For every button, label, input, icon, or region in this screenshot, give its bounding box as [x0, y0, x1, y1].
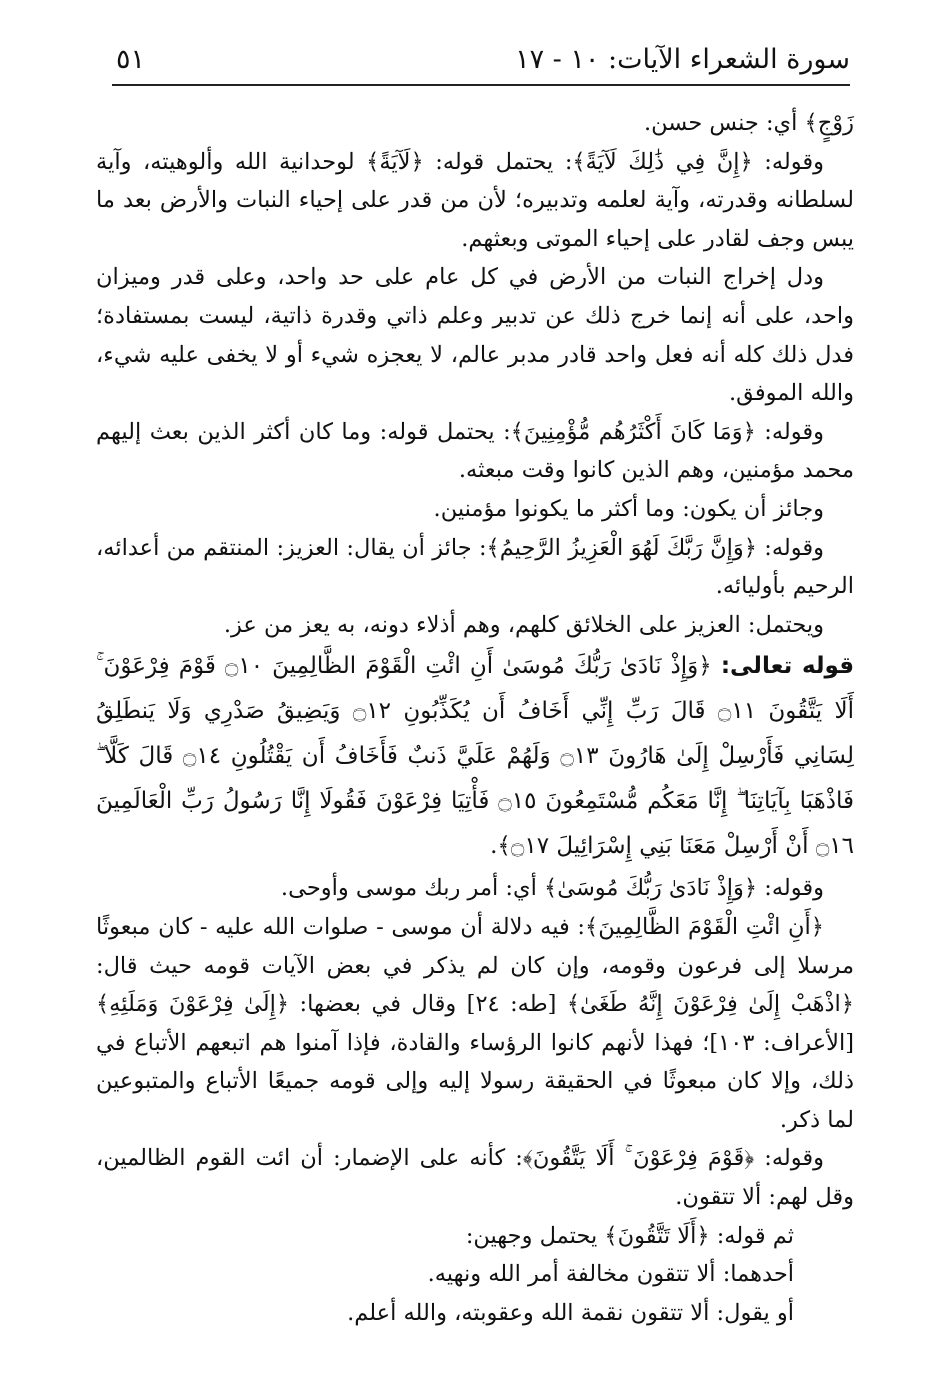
- paragraph: ودل إخراج النبات من الأرض في كل عام على حد واحد، وعلى قدر وميزان واحد، على أنه إنما خرج ذلك عن تدبير وعلم ذاتي وقدرة ذاتية، ليست بمستفادة؛ فدل ذلك كله أنه فعل واحد قادر مدبر عالم، لا يعجزه شيء أو لا يخفى عليه شيء، والله الموفق.: [96, 264, 854, 407]
- surah-title: سورة الشعراء الآيات: ١٠ - ١٧: [515, 44, 850, 75]
- paragraph: وقوله: ﴿وَمَا كَانَ أَكْثَرُهُم مُّؤْمِنِينَ﴾: يحتمل قوله: وما كان أكثر الذين بعث إليهم محمد مؤمنين، وهم الذين كانوا وقت مبعثه.: [96, 418, 854, 484]
- paragraph: وقوله: ﴿وَإِذْ نَادَىٰ رَبُّكَ مُوسَىٰ﴾ أي: أمر ربك موسى وأوحى.: [280, 875, 824, 902]
- paragraph: وقوله: ﴿قَوْمَ فِرْعَوْنَ ۚ أَلَا يَتَّقُونَ﴾: كأنه على الإضمار: أن ائت القوم الظالمين، وقل لهم: ألا تتقون.: [96, 1145, 854, 1211]
- page-header: [112, 40, 850, 86]
- quran-passage: [96, 644, 854, 869]
- paragraph: وجائز أن يكون: وما أكثر ما يكونوا مؤمنين.: [433, 495, 824, 522]
- paragraph: وقوله: ﴿وَإِنَّ رَبَّكَ لَهُوَ الْعَزِيزُ الرَّحِيمُ﴾: جائز أن يقال: العزيز: المنتقم من أعدائه، الرحيم بأوليائه.: [96, 534, 854, 600]
- paragraph: زَوْجٍ﴾ أي: جنس حسن.: [644, 110, 854, 136]
- quran-passage-text: ﴿وَإِذْ نَادَىٰ رَبُّكَ مُوسَىٰ أَنِ ائْتِ الْقَوْمَ الظَّالِمِينَ ۝١٠ قَوْمَ فِرْعَوْنَ ۚ أَلَا يَتَّقُونَ ۝١١ قَالَ رَبِّ إِنِّي أَخَافُ أَن يُكَذِّبُونِ ۝١٢ وَيَضِيقُ صَدْرِي وَلَا يَنطَلِقُ لِسَانِي فَأَرْسِلْ إِلَىٰ هَارُونَ ۝١٣ وَلَهُمْ عَلَيَّ ذَنبٌ فَأَخَافُ أَن يَقْتُلُونِ ۝١٤ قَالَ كَلَّا ۖ فَاذْهَبَا بِآيَاتِنَا ۖ إِنَّا مَعَكُم مُّسْتَمِعُونَ ۝١٥ فَأْتِيَا فِرْعَوْنَ فَقُولَا إِنَّا رَسُولُ رَبِّ الْعَالَمِينَ ۝١٦ أَنْ أَرْسِلْ مَعَنَا بَنِي إِسْرَائِيلَ ۝١٧﴾.: [96, 653, 855, 860]
- paragraph: أو يقول: ألا تتقون نقمة الله وعقوبته، والله أعلم.: [347, 1299, 794, 1326]
- paragraph: أحدهما: ألا تتقون مخالفة أمر الله ونهيه.: [427, 1261, 794, 1288]
- page-number: ٥١: [116, 44, 146, 75]
- paragraph: ويحتمل: العزيز على الخلائق كلهم، وهم أذلاء دونه، به يعز من عز.: [223, 611, 824, 638]
- paragraph: وقوله: ﴿إِنَّ فِي ذَٰلِكَ لَآيَةً﴾: يحتمل قوله: ﴿لَآيَةً﴾ لوحدانية الله وألوهيته، وآية لسلطانه وقدرته، وآية لعلمه وتدبيره؛ لأن من قدر على إحياء النبات والأرض بعد ما يبس وجف لقادر على إحياء الموتى وبعثهم.: [96, 148, 854, 252]
- page-body: [96, 104, 854, 1332]
- paragraph: ثم قوله: ﴿أَلَا تَتَّقُونَ﴾ يحتمل وجهين:: [465, 1222, 794, 1249]
- paragraph: ﴿أَنِ ائْتِ الْقَوْمَ الظَّالِمِينَ﴾: فيه دلالة أن موسى - صلوات الله عليه - كان مبعوثًا مرسلا إلى فرعون وقومه، وإن كان لم يذكر في بعض الآيات قومه حيث قال: ﴿اذْهَبْ إِلَىٰ فِرْعَوْنَ إِنَّهُ طَغَىٰ﴾ [طه: ٢٤] وقال في بعضها: ﴿إِلَىٰ فِرْعَوْنَ وَمَلَئِهِ﴾ [الأعراف: ١٠٣]؛ فهذا لأنهم كانوا الرؤساء والقادة، فإذا آمنوا هم اتبعهم الأتباع في ذلك، وإلا كان مبعوثًا في الحقيقة رسولا إليه وإلى قومه جميعًا الأتباع والمتبوعين لما ذكر.: [96, 913, 854, 1133]
- quran-passage-lead: قوله تعالى:: [720, 653, 855, 680]
